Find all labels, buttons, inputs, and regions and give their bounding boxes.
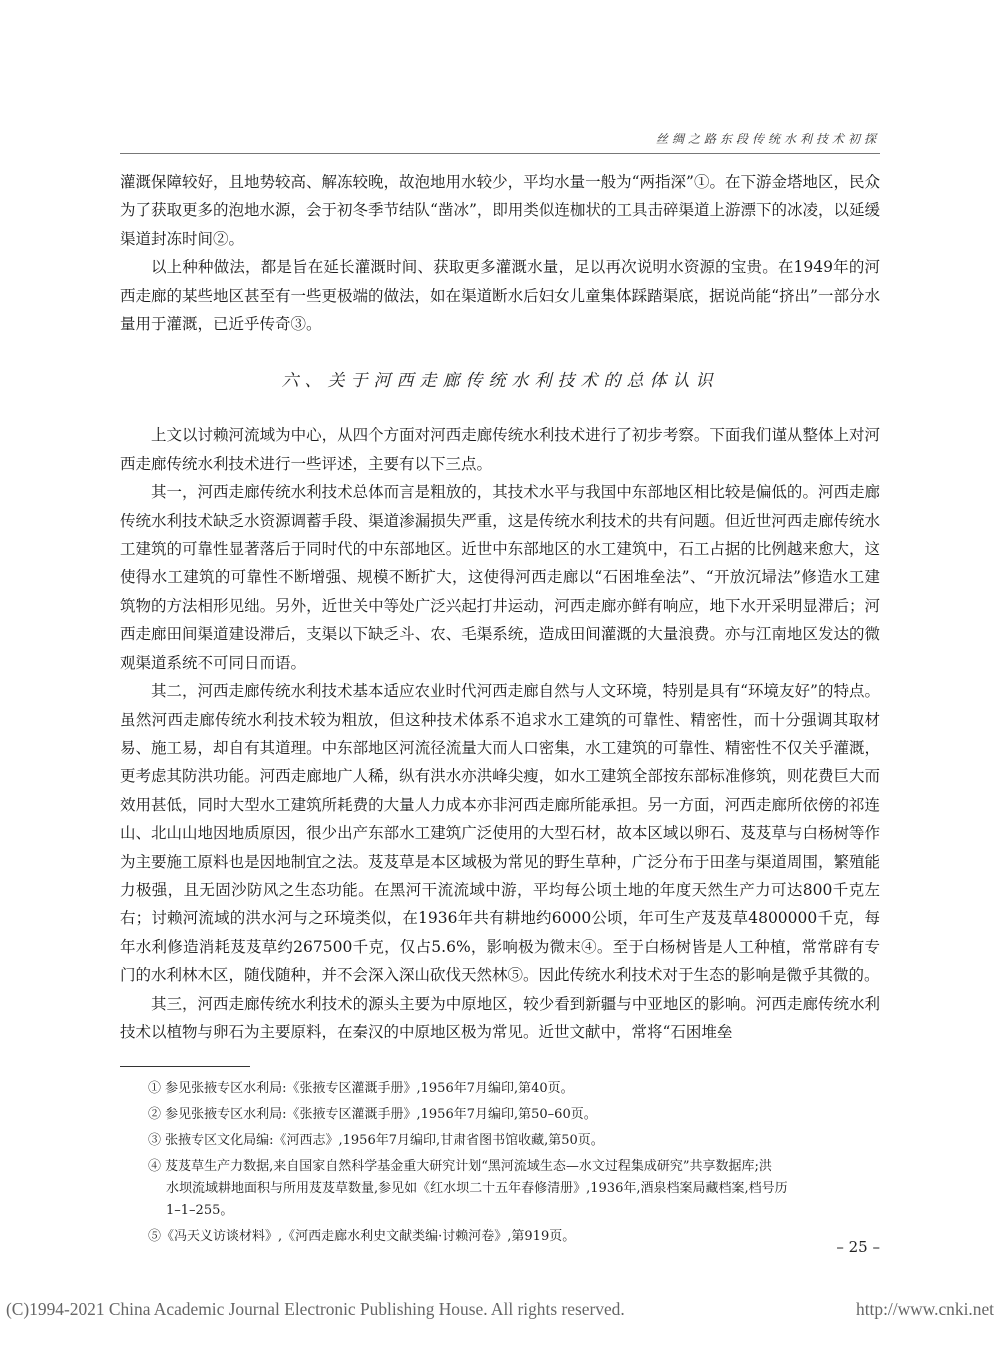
paragraph: 其一，河西走廊传统水利技术总体而言是粗放的，其技术水平与我国中东部地区相比较是偏低的。河西走廊传统水利技术缺乏水资源调蓄手段、渠道渗漏损失严重，这是传统水利技术的共有问题。但近世河西走廊传统水工建筑的可靠性显著落后于同时代的中东部地区。近世中东部地区的水工建筑中，石工占据的比例越来愈大，这使得水工建筑的可靠性不断增强、规模不断扩大，这使得河西走廊以“石困堆垒法”、“开放沉埽法”修造水工建筑物的方法相形见绌。另外，近世关中等处广泛兴起打井运动，河西走廊亦鲜有响应，地下水开采明显滞后；河西走廊田间渠道建设滞后，支渠以下缺乏斗、农、毛渠系统，造成田间灌溉的大量浪费。亦与江南地区发达的微观渠道系统不可同日而语。: [120, 483, 880, 672]
paragraph: 灌溉保障较好，且地势较高、解冻较晚，故泡地用水较少，平均水量一般为“两指深”①。在下游金塔地区，民众为了获取更多的泡地水源，会于初冬季节结队“凿冰”，即用类似连枷状的工具击碎渠道上游漂下的冰凌，以延缓渠道封冻时间②。: [120, 173, 880, 248]
article-body: [120, 168, 880, 1046]
copyright-text: (C)1994-2021 China Academic Journal Electronic Publishing House. All rights reserved.: [6, 1299, 625, 1319]
page-number: – 25 –: [836, 1238, 880, 1256]
footnote-continuation: 1–1–255。: [166, 1203, 234, 1218]
copyright-notice: [6, 1299, 994, 1320]
footnotes: [148, 1078, 880, 1252]
footnote: ③ 张掖专区文化局编:《河西志》,1956年7月编印,甘肃省图书馆收藏,第50页。: [148, 1133, 604, 1148]
footnote: ⑤《冯天义访谈材料》,《河西走廊水利史文献类编·讨赖河卷》,第919页。: [148, 1229, 576, 1244]
footnote: ④ 芨芨草生产力数据,来自国家自然科学基金重大研究计划“黑河流域生态—水文过程集成研究”共享数据库;洪: [148, 1159, 772, 1174]
running-head: 丝绸之路东段传统水利技术初探: [120, 130, 880, 154]
footnote-separator: [120, 1066, 250, 1067]
paragraph: 上文以讨赖河流域为中心，从四个方面对河西走廊传统水利技术进行了初步考察。下面我们谨从整体上对河西走廊传统水利技术进行一些评述，主要有以下三点。: [120, 426, 880, 473]
copyright-url[interactable]: http://www.cnki.net: [856, 1299, 994, 1319]
footnote-continuation: 水坝流域耕地面积与所用芨芨草数量,参见如《红水坝二十五年春修清册》,1936年,酒泉档案局藏档案,档号历: [166, 1181, 788, 1196]
section-heading: 六、关于河西走廊传统水利技术的总体认识: [281, 371, 719, 392]
paragraph: 其二，河西走廊传统水利技术基本适应农业时代河西走廊自然与人文环境，特别是具有“环境友好”的特点。虽然河西走廊传统水利技术较为粗放，但这种技术体系不追求水工建筑的可靠性、精密性，而十分强调其取材易、施工易，却自有其道理。中东部地区河流径流量大而人口密集，水工建筑的可靠性、精密性不仅关乎灌溉，更考虑其防洪功能。河西走廊地广人稀，纵有洪水亦洪峰尖瘦，如水工建筑全部按东部标准修筑，则花费巨大而效用甚低，同时大型水工建筑所耗费的大量人力成本亦非河西走廊所能承担。另一方面，河西走廊所依傍的祁连山、北山山地因地质原因，很少出产东部水工建筑广泛使用的大型石材，故本区域以卵石、芨芨草与白杨树等作为主要施工原料也是因地制宜之法。芨芨草是本区域极为常见的野生草种，广泛分布于田垄与渠道周围，繁殖能力极强，且无固沙防风之生态功能。在黑河干流流域中游，平均每公顷土地的年度天然生产力可达800千克左右；讨赖河流域的洪水河与之环境类似，在1936年共有耕地约6000公顷，年可生产芨芨草4800000千克，每年水利修造消耗芨芨草约267500千克，仅占5.6%，影响极为微末④。至于白杨树皆是人工种植，常常辟有专门的水利林木区，随伐随种，并不会深入深山砍伐天然林⑤。因此传统水利技术对于生态的影响是微乎其微的。: [120, 682, 880, 985]
footnote: ② 参见张掖专区水利局:《张掖专区灌溉手册》,1956年7月编印,第50–60页。: [148, 1107, 597, 1122]
footnote: ① 参见张掖专区水利局:《张掖专区灌溉手册》,1956年7月编印,第40页。: [148, 1081, 574, 1096]
paragraph: 其三，河西走廊传统水利技术的源头主要为中原地区，较少看到新疆与中亚地区的影响。河西走廊传统水利技术以植物与卵石为主要原料，在秦汉的中原地区极为常见。近世文献中，常将“石困堆垒: [120, 994, 880, 1041]
paragraph: 以上种种做法，都是旨在延长灌溉时间、获取更多灌溉水量，足以再次说明水资源的宝贵。在1949年的河西走廊的某些地区甚至有一些更极端的做法，如在渠道断水后妇女儿童集体踩踏渠底，据说尚能“挤出”一部分水量用于灌溉，已近乎传奇③。: [120, 258, 880, 334]
